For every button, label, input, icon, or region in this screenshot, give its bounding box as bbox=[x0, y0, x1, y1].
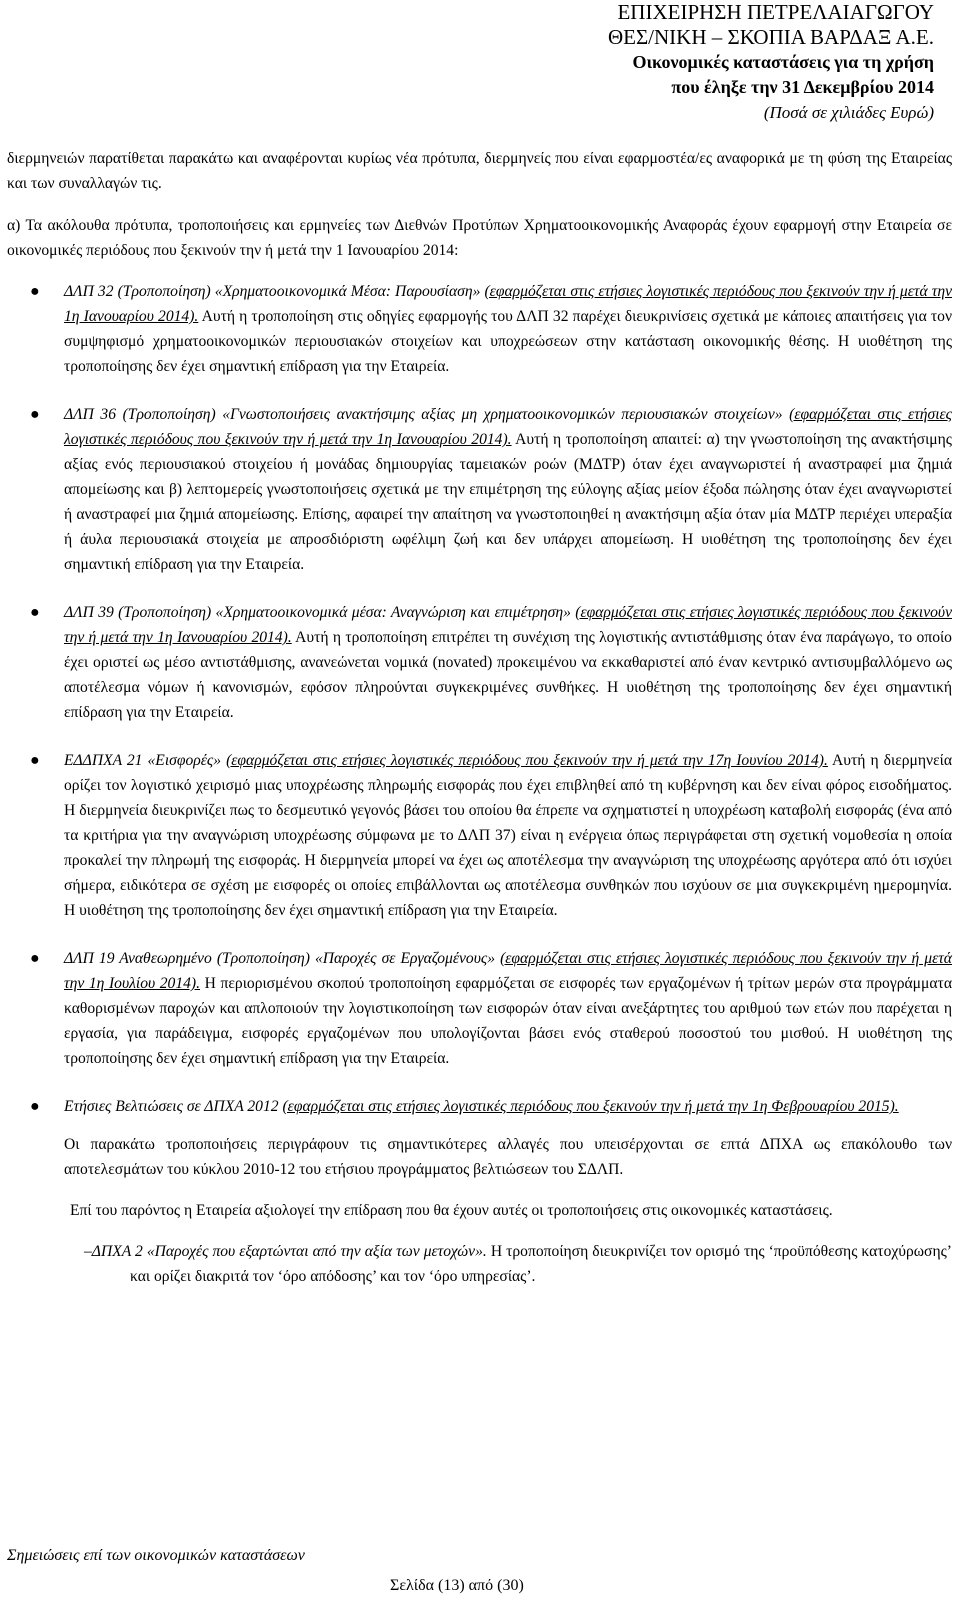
bullet-icon: ● bbox=[30, 283, 40, 300]
list-item bbox=[0, 402, 960, 577]
applies-note: (εφαρμόζεται στις ετήσιες λογιστικές περιόδους που ξεκινούν την ή μετά την 1η Ιανουαρίου 2014). bbox=[64, 604, 952, 646]
standard-title: ΔΛΠ 36 (Τροποποίηση) «Γνωστοποιήσεις ανακτήσιμης αξίας μη χρηματοοικονομικών περιουσιακών στοιχείων» bbox=[64, 406, 783, 423]
changes-paragraph: Οι παρακάτω τροποποιήσεις περιγράφουν τις σημαντικότερες αλλαγές που υπεισέρχονται σε επτά ΔΠΧΑ ως επακόλουθο των αποτελεσμάτων του κύκλου 2010-12 του ετήσιου προγράμματος βελτιώσεων του ΣΔΛΠ. bbox=[64, 1136, 952, 1178]
bullet-icon: ● bbox=[30, 406, 40, 423]
company-name-line2: ΘΕΣ/ΝΙΚΗ – ΣΚΟΠΙΑ ΒΑΡΔΑΞ Α.Ε. bbox=[607, 25, 934, 49]
standard-title: ΕΔΔΠΧΑ 21 «Εισφορές» bbox=[64, 752, 222, 769]
standard-text: Αυτή η διερμηνεία ορίζει τον λογιστικό χειρισμό μιας υποχρέωσης πληρωμής εισφοράς που έχει επιβληθεί από τη κυβέρνηση και δεν είναι φόρος εισοδήματος. Η διερμηνεία διευκρινίζει πως το δεσμευτικό γεγονός βάσει του οποίου θα έπρεπε να σχηματιστεί η υποχρέωση καταβολή εισφοράς (ένα από τα κριτήρια για την αναγνώριση υποχρέωσης σύμφωνα με το ΔΛΠ 37) είναι η ενέργεια όπως περιγράφεται στη σχετική νομοθεσία η οποία προκαλεί την πληρωμή της εισφοράς. Η διερμηνεία μπορεί να έχει ως αποτέλεσμα την αναγνώριση της υποχρέωσης αργότερα από ότι ισχύει σήμερα, ειδικότερα σε σχέση με εισφορές οι οποίες επιβάλλονται ως αποτέλεσμα συνθηκών που ισχύουν σε μια συγκεκριμένη ημερομηνία. Η υιοθέτηση της τροποποίησης δεν έχει σημαντική επίδραση για την Εταιρεία. bbox=[64, 752, 953, 919]
amounts-note: (Ποσά σε χιλιάδες Ευρώ) bbox=[763, 103, 934, 122]
footer-notes: Σημειώσεις επί των οικονομικών καταστάσεων bbox=[7, 1547, 305, 1564]
company-name: ΕΠΙΧΕΙΡΗΣΗ ΠΕΤΡΕΛΑΙΑΓΩΓΟΥ bbox=[617, 0, 934, 24]
list-item bbox=[0, 946, 960, 1071]
bullet-icon: ● bbox=[30, 950, 40, 967]
standard-text: Αυτή η τροποποίηση απαιτεί: α) την γνωστοποίηση της ανακτήσιμης αξίας ενός περιουσιακού στοιχείου ή μονάδας δημιουργίας ταμειακών ροών (ΜΔΤΡ) όταν έχει αναγνωριστεί ή αναστραφεί μια ζημιά απομείωσης και β) λεπτομερείς γνωστοποιήσεις σχετικά με την επιμέτρηση της εύλογης αξίας μείον έξοδα πώλησης όταν έχει αναγνωριστεί ή αναστραφεί μια ζημιά απομείωσης. Επίσης, αφαιρεί την απαίτηση να γνωστοποιηθεί η ανακτήσιμη αξία όταν μία ΜΔΤΡ περιέχει υπεραξία ή άυλα περιουσιακά στοιχεία με απροσδιόριστη ωφέλιμη ζωή και δεν υπάρχει απομείωση. Η υιοθέτηση της τροποποίησης δεν έχει σημαντική επίδραση για την Εταιρεία. bbox=[64, 431, 952, 573]
intro-paragraph: διερμηνειών παρατίθεται παρακάτω και αναφέρονται κυρίως νέα πρότυπα, διερμηνείς που είναι εφαρμοστέα/ες αναφορικά με τη φύση της Εταιρείας και των συναλλαγών τις. bbox=[7, 150, 952, 192]
list-item bbox=[0, 748, 960, 923]
evaluation-paragraph: Επί του παρόντος η Εταιρεία αξιολογεί την επίδραση που θα έχουν αυτές οι τροποποιήσεις στις οικονομικές καταστάσεις. bbox=[70, 1202, 833, 1219]
standard-text: Η περιορισμένου σκοπού τροποποίηση εφαρμόζεται σε εισφορές των εργαζομένων ή τρίτων μερών στα προγράμματα καθορισμένων παροχών και απλοποιούν την λογιστικοποίηση των εισφορών όταν είναι ανεξάρτητες του αριθμού των ετών που παρέχεται η εργασία, για παράδειγμα, εισφορές εργαζομένων που υπολογίζονται βάσει ενός σταθερού ποσοστού του μισθού. Η υιοθέτηση της τροποποίησης δεν έχει σημαντική επίδραση για την Εταιρεία. bbox=[64, 975, 952, 1067]
list-item bbox=[0, 600, 960, 725]
list-item bbox=[0, 1094, 960, 1119]
standard-text: Αυτή η τροποποίηση στις οδηγίες εφαρμογής του ΔΛΠ 32 παρέχει διευκρινίσεις σχετικά με κάποιες απαιτήσεις για τον συμψηφισμό χρηματοοικονομικών περιουσιακών στοιχείων και υποχρεώσεων στην κατάσταση οικονομικής θέσης. Η υιοθέτηση της τροποποίησης δεν έχει σημαντική επίδραση για την Εταιρεία. bbox=[64, 308, 952, 375]
ifrs2-text: Η τροποποίηση διευκρινίζει τον ορισμό της ‘προϋπόθεσης κατοχύρωσης’ και ορίζει διακριτά τον ‘όρο απόδοσης’ και τον ‘όρο υπηρεσίας’. bbox=[130, 1243, 952, 1285]
ifrs2-item bbox=[0, 1239, 960, 1289]
section-a-paragraph: α) Τα ακόλουθα πρότυπα, τροποποιήσεις και ερμηνείες των Διεθνών Προτύπων Χρηματοοικονομικής Αναφοράς έχουν εφαρμογή στην Εταιρεία σε οικονομικές περιόδους που ξεκινούν την ή μετά την 1 Ιανουαρίου 2014: bbox=[7, 217, 952, 259]
standard-title: ΔΛΠ 19 Αναθεωρημένο (Τροποποίηση) «Παροχές σε Εργαζομένους» bbox=[64, 950, 496, 967]
bullet-icon: ● bbox=[30, 604, 40, 621]
applies-note: (εφαρμόζεται στις ετήσιες λογιστικές περιόδους που ξεκινούν την ή μετά την 1η Ιανουαρίου 2014). bbox=[64, 406, 953, 448]
document-header bbox=[608, 0, 934, 125]
list-item bbox=[0, 279, 960, 379]
standard-text: Αυτή η τροποποίηση επιτρέπει τη συνέχιση της λογιστικής αντιστάθμισης όταν ένα παράγωγο, το οποίο έχει οριστεί ως μέσο αντιστάθμισης, ανανεώνεται νομικά (novated) προκειμένου να εκκαθαριστεί από έναν κεντρικό αντισυμβαλλόμενο ως αποτέλεσμα νόμων ή κανονισμών, εφόσον πληρούνται συγκεκριμένες συνθήκες. Η υιοθέτηση της τροποποίησης δεν έχει σημαντική επίδραση για την Εταιρεία. bbox=[64, 629, 952, 721]
document-body bbox=[0, 146, 960, 1289]
page-number: Σελίδα (13) από (30) bbox=[390, 1577, 524, 1594]
applies-note: (εφαρμόζεται στις ετήσιες λογιστικές περιόδους που ξεκινούν την ή μετά την 1η Ιανουαρίου 2014). bbox=[64, 283, 952, 325]
applies-note: (εφαρμόζεται στις ετήσιες λογιστικές περιόδους που ξεκινούν την ή μετά την 1η Φεβρουαρίου 2015). bbox=[282, 1098, 899, 1115]
statements-title: Οικονομικές καταστάσεις για τη χρήση bbox=[632, 52, 934, 72]
bullet-icon: ● bbox=[30, 752, 40, 769]
dash-marker: – bbox=[84, 1243, 92, 1260]
standard-title: ΔΛΠ 39 (Τροποποίηση) «Χρηματοοικονομικά μέσα: Αναγνώριση και επιμέτρηση» bbox=[64, 604, 571, 621]
applies-note: (εφαρμόζεται στις ετήσιες λογιστικές περιόδους που ξεκινούν την ή μετά την 17η Ιουνίου 2014). bbox=[226, 752, 828, 769]
ifrs2-title: ΔΠΧΑ 2 «Παροχές που εξαρτώνται από την αξία των μετοχών». bbox=[91, 1243, 487, 1260]
standard-title: Ετήσιες Βελτιώσεις σε ΔΠΧΑ 2012 bbox=[64, 1098, 279, 1115]
standard-title: ΔΛΠ 32 (Τροποποίηση) «Χρηματοοικονομικά Μέσα: Παρουσίαση» bbox=[64, 283, 481, 300]
applies-note: (εφαρμόζεται στις ετήσιες λογιστικές περιόδους που ξεκινούν την ή μετά την 1η Ιουλίου 2014). bbox=[64, 950, 952, 992]
bullet-icon: ● bbox=[30, 1098, 40, 1115]
period-title: που έληξε την 31 Δεκεμβρίου 2014 bbox=[671, 77, 934, 97]
